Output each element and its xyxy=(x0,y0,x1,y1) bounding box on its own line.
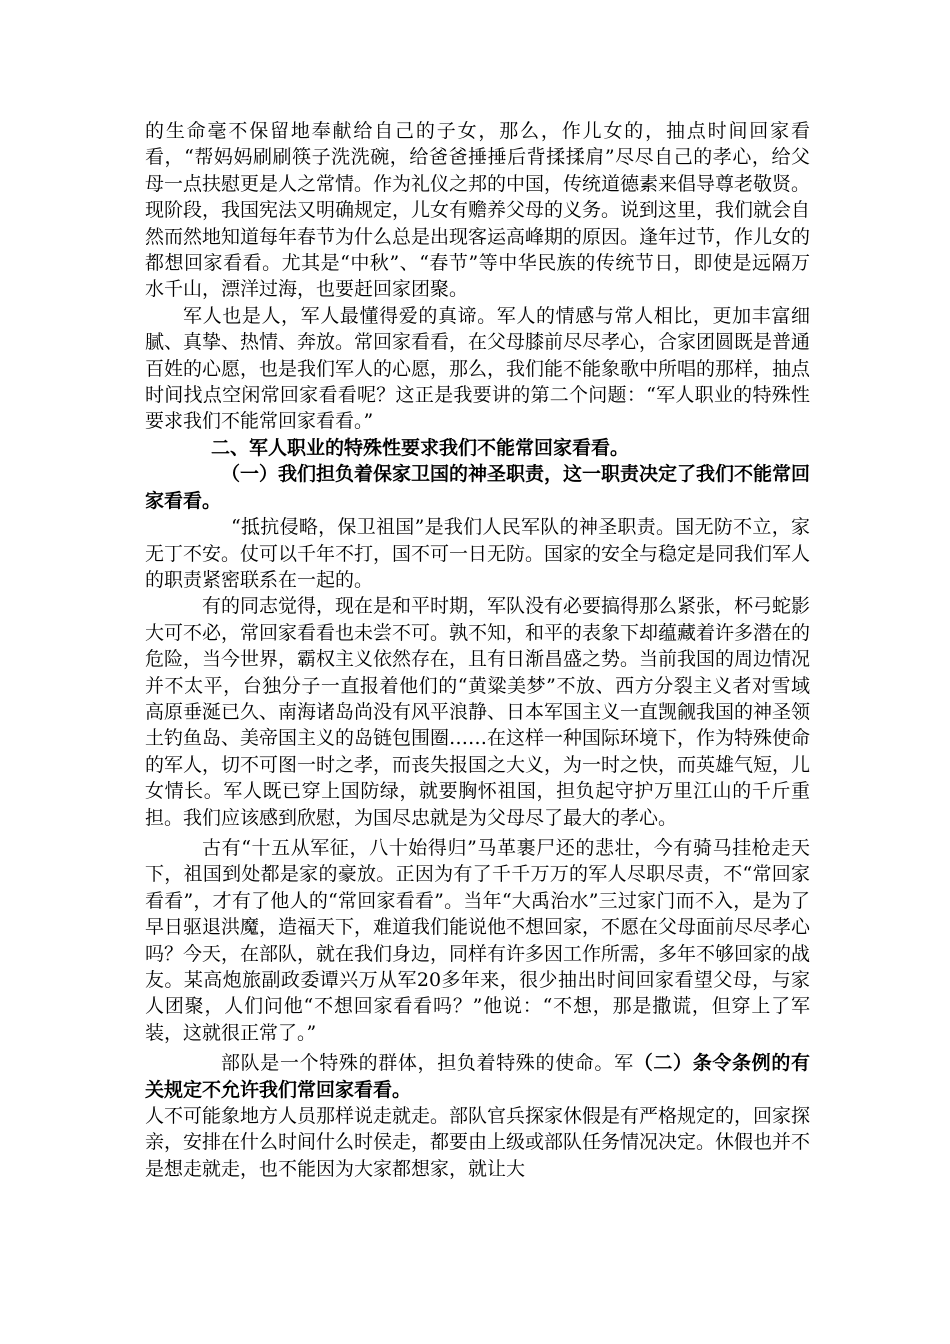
document-page xyxy=(145,118,810,1182)
subsection-heading-1: （一）我们担负着保家卫国的神圣职责，这一职责决定了我们不能常回家看看。 xyxy=(145,463,811,512)
paragraph-2: 军人也是人，军人最懂得爱的真谛。军人的情感与常人相比，更加丰富细腻、真挚、热情、奔放。常回家看看，在父母膝前尽尽孝心，合家团圆既是普通百姓的心愿，也是我们军人的心愿，那么，我们能不能象歌中所唱的那样，抽点时间找点空闲常回家看看呢？这正是我要讲的第二个问题：“军人职业的特殊性要求我们不能常回家看看。” xyxy=(145,304,811,433)
subsection-heading-2: （二）条令条例的有关规定不允许我们常回家看看。 xyxy=(145,1052,810,1101)
paragraph-5: 古有“十五从军征，八十始得归”马革裹尸还的悲壮，今有骑马挂枪走天下，祖国到处都是家的豪放。正因为有了千千万万的军人尽职尽责，不“常回家看看”，才有了他人的“常回家看看”。当年“大禹治水”三过家门而不入，是为了早日驱退洪魔，造福天下，难道我们能说他不想回家，不愿在父母面前尽尽孝心吗？今天，在部队，就在我们身边，同样有许多因工作所需，多年不够回家的战友。某高炮旅副政委谭兴万从军20多年来，很少抽出时间回家看望父母，与家人团聚，人们问他“不想回家看看吗？”他说：“不想，那是撒谎，但穿上了军装，这就很正常了。” xyxy=(145,836,811,1044)
section-heading: 二、军人职业的特殊性要求我们不能常回家看看。 xyxy=(211,436,630,459)
paragraph-7: 人不可能象地方人员那样说走就走。部队官兵探家休假是有严格规定的，回家探亲，安排在什么时间什么时侯走，都要由上级或部队任务情况决定。休假也并不是想走就走，也不能因为大家都想家，就让大 xyxy=(145,1105,811,1180)
paragraph-6-lead: 部队是一个特殊的群体，担负着特殊的使命。军 xyxy=(221,1052,634,1075)
paragraph-1: 的生命毫不保留地奉献给自己的子女，那么，作儿女的，抽点时间回家看看，“帮妈妈刷刷筷子洗洗碗，给爸爸捶捶后背揉揉肩”尽尽自己的孝心，给父母一点扶慰更是人之常情。作为礼仪之邦的中国，传统道德素来倡导尊老敬贤。现阶段，我国宪法又明确规定，儿女有赡养父母的义务。说到这里，我们就会自然而然地知道每年春节为什么总是出现客运高峰期的原因。逢年过节，作儿女的都想回家看看。尤其是“中秋”、“春节”等中华民族的传统节日，即使是远隔万水千山，漂洋过海，也要赶回家团聚。 xyxy=(145,120,811,301)
paragraph-3: “抵抗侵略，保卫祖国”是我们人民军队的神圣职责。国无防不立，家无丁不安。仗可以千年不打，国不可一日无防。国家的安全与稳定是同我们军人的职责紧密联系在一起的。 xyxy=(145,516,811,591)
paragraph-6 xyxy=(145,1050,810,1103)
paragraph-4: 有的同志觉得，现在是和平时期，军队没有必要搞得那么紧张，杯弓蛇影大可不必，常回家看看也未尝不可。孰不知，和平的表象下却蕴藏着许多潜在的危险，当今世界，霸权主义依然存在，且有日渐昌盛之势。当前我国的周边情况并不太平，台独分子一直报着他们的“黄粱美梦”不放、西方分裂主义者对雪域高原垂涎已久、南海诸岛尚没有风平浪静、日本军国主义一直觊觎我国的神圣领土钓鱼岛、美帝国主义的岛链包围圈……在这样一种国际环境下，作为特殊使命的军人，切不可图一时之孝，而丧失报国之大义，为一时之快，而英雄气短，儿女情长。军人既已穿上国防绿，就要胸怀祖国，担负起守护万里江山的千斤重担。我们应该感到欣慰，为国尽忠就是为父母尽了最大的孝心。 xyxy=(145,595,811,829)
